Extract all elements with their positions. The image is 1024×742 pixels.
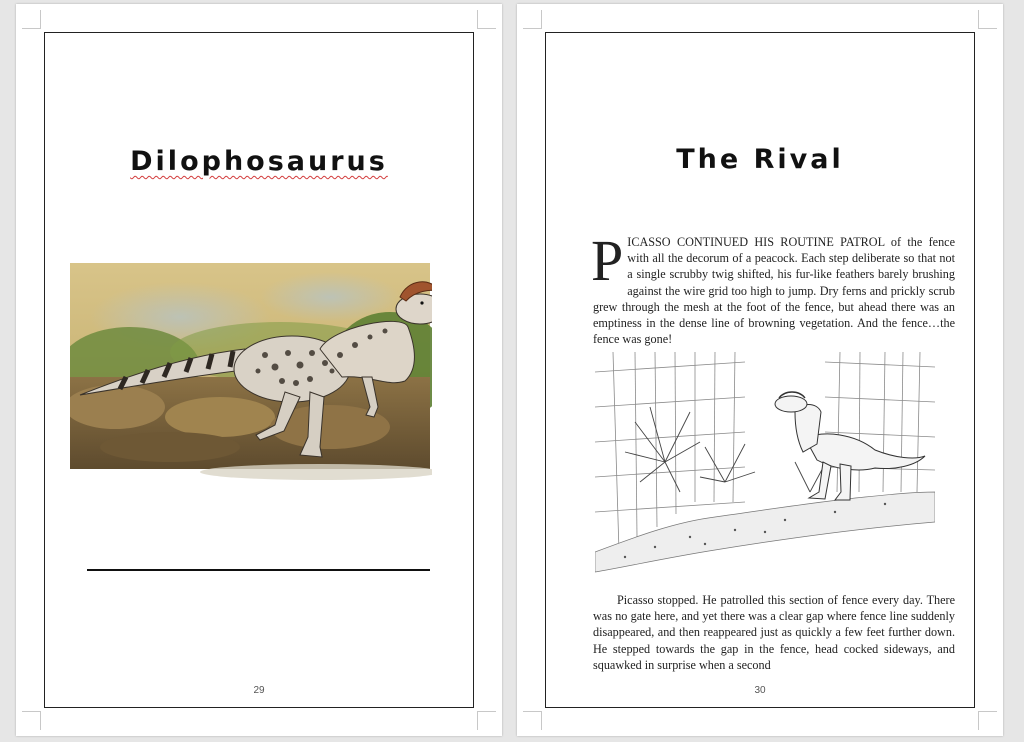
dilophosaurus-illustration: [70, 257, 432, 482]
right-page: [517, 4, 1003, 736]
page-number: 30: [754, 685, 766, 696]
margin-corner-mark: [477, 711, 496, 730]
page-number: 29: [253, 685, 265, 696]
body-paragraph[interactable]: Picasso stopped. He patrolled this section of fence every day. There was no gate here, and yet there was a clear gap where fence line suddenly disappeared, and then reappeared just as quickly a few feet further down. He stepped towards the gap in the fence, head cocked sideways, and squawked in surprise when a second: [593, 593, 955, 672]
paragraph-text: ICASSO CONTINUED HIS ROUTINE PATROL of the fence with all the decorum of a peacock. Each step deliberate so that not a single scrubby twig shifted, his fur-like feathers barely brushing against the wire grid too high to jump. Dry ferns and prickly scrub grew through the mesh at the foot of the fence, but ahead there was an emptiness in the dense line of browning vegetation. And the fence…the fence was gone!: [593, 235, 955, 347]
chapter-title[interactable]: The Rival: [676, 144, 844, 175]
drop-cap: P: [591, 228, 624, 293]
left-page: [16, 4, 502, 736]
margin-corner-mark: [477, 10, 496, 29]
margin-corner-mark: [523, 10, 542, 29]
margin-corner-mark: [523, 711, 542, 730]
chapter-title[interactable]: Dilophosaurus: [130, 146, 388, 177]
margin-corner-mark: [22, 10, 41, 29]
margin-corner-mark: [978, 711, 997, 730]
margin-corner-mark: [978, 10, 997, 29]
margin-corner-mark: [22, 711, 41, 730]
body-paragraph[interactable]: [591, 228, 955, 347]
pencil-sketch-illustration: [595, 352, 935, 588]
signature-line: [87, 569, 430, 571]
